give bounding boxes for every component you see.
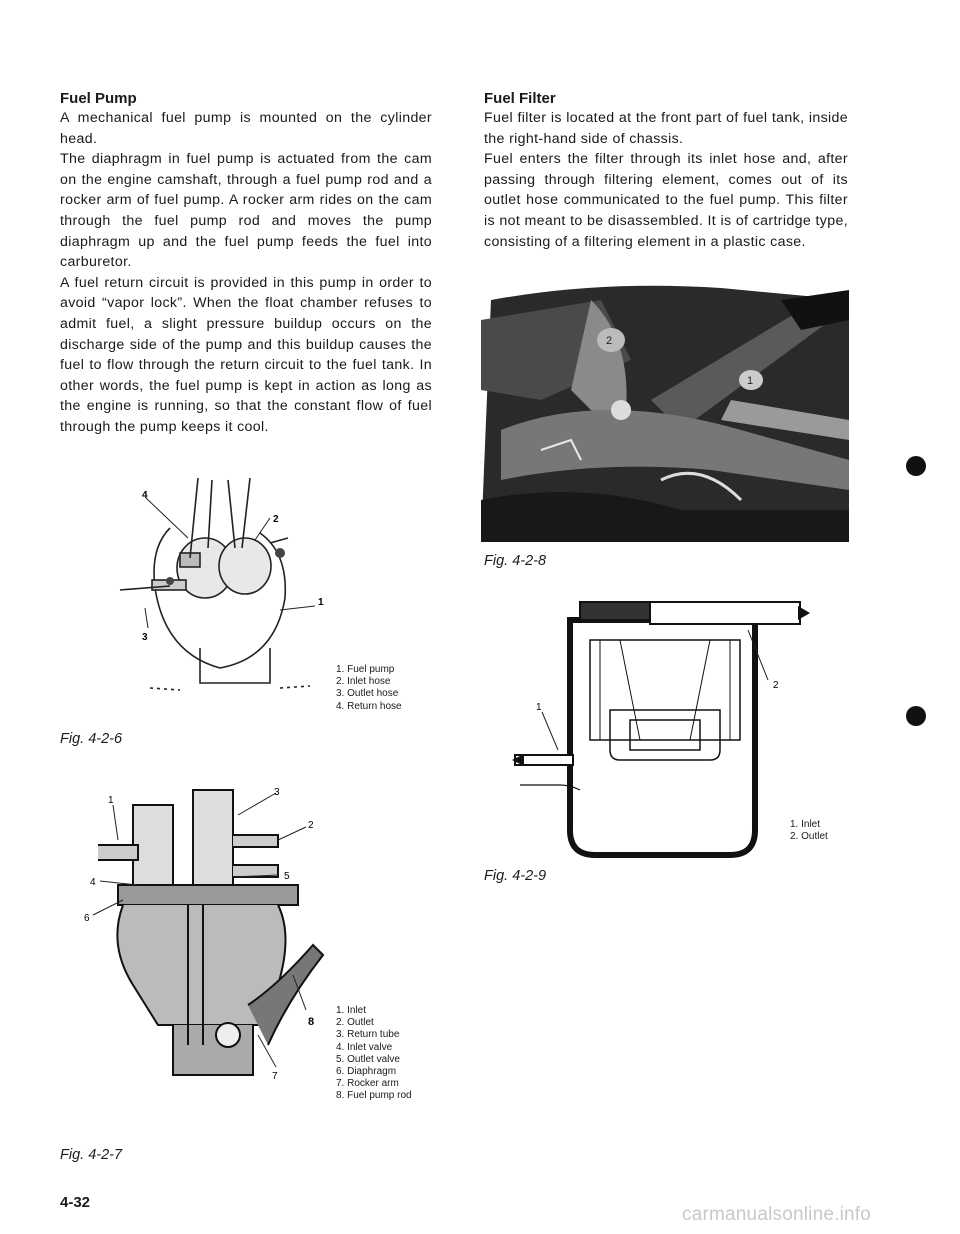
legend-item: 2. Inlet hose	[336, 676, 391, 688]
fuel-pump-paragraph-1: A mechanical fuel pump is mounted on the cylinder head.	[60, 110, 432, 147]
legend-item: 4. Return hose	[336, 700, 402, 712]
fig-4-2-9-legend	[790, 819, 828, 843]
fig-4-2-8-caption: Fig. 4-2-8	[484, 553, 547, 569]
fig-4-2-7-callout-7: 7	[272, 1071, 278, 1082]
fig-4-2-6-callout-2: 2	[273, 514, 279, 525]
fig-4-2-7-callout-2: 2	[308, 820, 314, 831]
fig-4-2-6-legend	[336, 664, 402, 713]
fig-4-2-7-legend	[336, 1005, 412, 1103]
fig-4-2-6-callout-3: 3	[142, 632, 148, 643]
fuel-filter-paragraph-2: Fuel enters the filter through its inlet hose and, after passing through filtering element, comes out of its outlet hose communicated to the fuel pump. This filter is not meant to be disassembled. It is of cartridge type, consisting of a filtering element in a plastic case.	[484, 151, 848, 250]
fig-4-2-7-illustration	[78, 785, 340, 1095]
fig-4-2-6-caption: Fig. 4-2-6	[60, 731, 123, 747]
fig-4-2-7-callout-1: 1	[108, 795, 114, 806]
legend-item: 7. Rocker arm	[336, 1078, 399, 1090]
fig-4-2-8-callout-1: 1	[747, 375, 754, 387]
legend-item: 2. Outlet	[790, 831, 828, 843]
fig-4-2-9-callout-1: 1	[536, 702, 542, 713]
fig-4-2-7-callout-5: 5	[284, 871, 290, 882]
legend-item: 4. Inlet valve	[336, 1041, 393, 1053]
watermark-text: carmanualsonline.info	[682, 1204, 872, 1225]
page-number: 4-32	[60, 1194, 91, 1211]
binder-hole-mark	[906, 456, 926, 476]
legend-item: 1. Inlet	[790, 819, 821, 830]
fuel-pump-section	[60, 90, 432, 438]
fig-4-2-7-callout-3: 3	[274, 787, 280, 798]
binder-hole-mark	[906, 706, 926, 726]
legend-item: 1. Inlet	[336, 1005, 367, 1016]
legend-item: 1. Fuel pump	[336, 664, 395, 675]
fuel-pump-paragraph-3: A fuel return circuit is provided in this pump in order to avoid “vapor lock”. When the float chamber refuses to admit fuel, a slight pressure buildup occurs on the discharge side of the pump and this buildup causes the fuel to flow through the return circuit to the fuel tank. In other words, the fuel pump is kept in action as long as the engine is running, so that the constant flow of fuel through the pump keeps it cool.	[60, 274, 432, 435]
fuel-pump-paragraph-2: The diaphragm in fuel pump is actuated from the cam on the engine camshaft, through a fuel pump rod and a rocker arm of fuel pump. A rocker arm rides on the cam through the fuel pump rod and moves the pump diaphragm up and the fuel pump feeds the fuel into carburetor.	[60, 151, 432, 271]
fuel-pump-heading: Fuel Pump	[60, 90, 137, 107]
legend-item: 3. Outlet hose	[336, 688, 399, 700]
legend-item: 5. Outlet valve	[336, 1053, 400, 1065]
fig-4-2-9-illustration	[510, 590, 830, 860]
legend-item: 2. Outlet	[336, 1017, 374, 1029]
fuel-filter-heading: Fuel Filter	[484, 90, 556, 107]
fig-4-2-9-callout-2: 2	[773, 680, 779, 691]
fig-4-2-9-caption: Fig. 4-2-9	[484, 868, 547, 884]
fig-4-2-7-callout-6: 6	[84, 913, 90, 924]
fig-4-2-8-callout-2: 2	[606, 335, 613, 347]
legend-item: 8. Fuel pump rod	[336, 1090, 412, 1102]
fuel-filter-section	[484, 90, 848, 252]
fig-4-2-7-callout-4: 4	[90, 877, 96, 888]
fig-4-2-6-illustration	[110, 478, 330, 708]
fuel-filter-paragraph-1: Fuel filter is located at the front part of fuel tank, inside the right-hand side of chassis.	[484, 110, 848, 147]
fig-4-2-7-callout-8: 8	[308, 1016, 315, 1028]
legend-item: 3. Return tube	[336, 1029, 400, 1041]
fig-4-2-8-photo	[481, 280, 849, 542]
fig-4-2-6-callout-4: 4	[142, 490, 148, 501]
fig-4-2-7-caption: Fig. 4-2-7	[60, 1147, 123, 1163]
fig-4-2-6-callout-1: 1	[318, 597, 324, 608]
legend-item: 6. Diaphragm	[336, 1066, 397, 1078]
